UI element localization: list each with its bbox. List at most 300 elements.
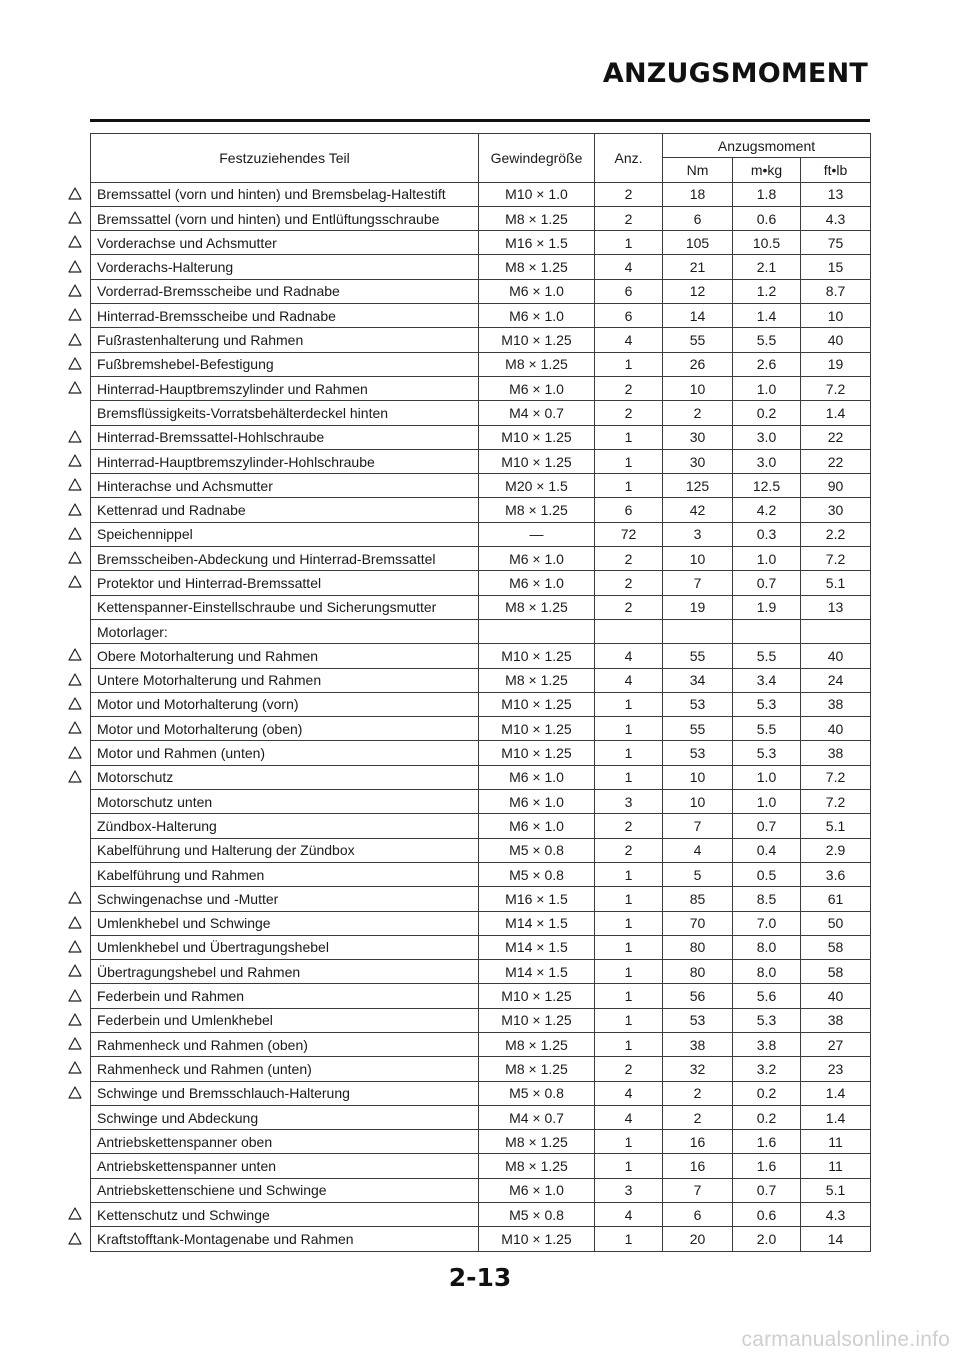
cell-nm: 105 [663, 231, 733, 255]
triangle-marker-icon [67, 551, 83, 565]
cell-thread-size: M6 × 1.0 [479, 547, 595, 571]
cell-nm: 85 [663, 887, 733, 911]
table-row [91, 814, 871, 838]
cell-mkg: 0.3 [733, 522, 801, 546]
triangle-marker-icon [67, 939, 83, 953]
table-row [91, 522, 871, 546]
cell-part: Fußbremshebel-Befestigung [91, 352, 479, 376]
cell-nm: 55 [663, 328, 733, 352]
table-row [91, 619, 871, 643]
table-row [91, 206, 871, 230]
cell-thread-size: M16 × 1.5 [479, 887, 595, 911]
cell-nm: 80 [663, 960, 733, 984]
torque-table-container [90, 133, 870, 1252]
table-body [91, 182, 871, 1251]
cell-quantity: 1 [595, 911, 663, 935]
cell-thread-size: M8 × 1.25 [479, 1057, 595, 1081]
cell-nm: 7 [663, 1178, 733, 1202]
cell-thread-size: M8 × 1.25 [479, 595, 595, 619]
table-row [91, 474, 871, 498]
torque-table [90, 133, 871, 1252]
cell-ftlb: 22 [801, 425, 871, 449]
cell-thread-size: M10 × 1.25 [479, 692, 595, 716]
cell-thread-size: M6 × 1.0 [479, 571, 595, 595]
table-row [91, 1130, 871, 1154]
cell-mkg: 0.7 [733, 1178, 801, 1202]
cell-part: Speichennippel [91, 522, 479, 546]
cell-thread-size: M5 × 0.8 [479, 862, 595, 886]
cell-mkg: 0.4 [733, 838, 801, 862]
cell-quantity: 1 [595, 887, 663, 911]
cell-nm: 14 [663, 304, 733, 328]
cell-mkg: 0.6 [733, 1203, 801, 1227]
table-row [91, 668, 871, 692]
cell-nm: 70 [663, 911, 733, 935]
cell-thread-size: M10 × 1.25 [479, 425, 595, 449]
table-row [91, 449, 871, 473]
cell-quantity: 4 [595, 1081, 663, 1105]
cell-nm: 12 [663, 279, 733, 303]
cell-part: Schwinge und Bremsschlauch-Halterung [91, 1081, 479, 1105]
cell-ftlb: 40 [801, 717, 871, 741]
cell-part: Antriebskettenspanner unten [91, 1154, 479, 1178]
cell-part: Schwingenachse und -Mutter [91, 887, 479, 911]
cell-nm: 2 [663, 1081, 733, 1105]
cell-nm: 34 [663, 668, 733, 692]
cell-quantity: 2 [595, 1057, 663, 1081]
cell-thread-size: M5 × 0.8 [479, 1203, 595, 1227]
page-number: 2-13 [448, 1263, 512, 1292]
cell-thread-size: M10 × 1.25 [479, 717, 595, 741]
cell-part: Motorlager: [91, 619, 479, 643]
cell-thread-size: M14 × 1.5 [479, 911, 595, 935]
cell-mkg: 1.9 [733, 595, 801, 619]
cell-quantity: 2 [595, 206, 663, 230]
cell-mkg: 2.1 [733, 255, 801, 279]
cell-thread-size: M8 × 1.25 [479, 1130, 595, 1154]
cell-mkg: 1.0 [733, 376, 801, 400]
cell-thread-size: M10 × 1.0 [479, 182, 595, 206]
cell-thread-size: M8 × 1.25 [479, 352, 595, 376]
cell-mkg: 8.0 [733, 935, 801, 959]
cell-part: Untere Motorhalterung und Rahmen [91, 668, 479, 692]
cell-nm: 16 [663, 1130, 733, 1154]
cell-ftlb: 2.2 [801, 522, 871, 546]
cell-ftlb: 40 [801, 984, 871, 1008]
cell-quantity: 6 [595, 498, 663, 522]
cell-ftlb: 7.2 [801, 765, 871, 789]
cell-nm: 6 [663, 206, 733, 230]
cell-nm: 20 [663, 1227, 733, 1251]
cell-mkg: 0.7 [733, 571, 801, 595]
cell-ftlb: 38 [801, 1008, 871, 1032]
table-row [91, 1105, 871, 1129]
cell-mkg: 0.2 [733, 1081, 801, 1105]
cell-ftlb: 13 [801, 595, 871, 619]
triangle-marker-icon [67, 1012, 83, 1026]
cell-ftlb: 90 [801, 474, 871, 498]
cell-quantity: 1 [595, 425, 663, 449]
table-row [91, 1203, 871, 1227]
table-row [91, 887, 871, 911]
cell-nm: 10 [663, 547, 733, 571]
cell-quantity: 3 [595, 1178, 663, 1202]
cell-part: Kettenschutz und Schwinge [91, 1203, 479, 1227]
cell-thread-size [479, 619, 595, 643]
cell-quantity: 1 [595, 984, 663, 1008]
cell-thread-size: M10 × 1.25 [479, 984, 595, 1008]
header-torque-group: Anzugsmoment [663, 134, 871, 158]
cell-mkg: 3.0 [733, 425, 801, 449]
cell-quantity: 2 [595, 838, 663, 862]
cell-nm: 38 [663, 1032, 733, 1056]
table-row [91, 717, 871, 741]
cell-thread-size: M4 × 0.7 [479, 401, 595, 425]
cell-thread-size: M8 × 1.25 [479, 498, 595, 522]
cell-ftlb: 38 [801, 741, 871, 765]
cell-ftlb: 7.2 [801, 790, 871, 814]
triangle-marker-icon [67, 672, 83, 686]
triangle-marker-icon [67, 696, 83, 710]
cell-mkg: 1.2 [733, 279, 801, 303]
cell-mkg: 0.5 [733, 862, 801, 886]
cell-part: Protektor und Hinterrad-Bremssattel [91, 571, 479, 595]
cell-quantity: 2 [595, 547, 663, 571]
header-nm: Nm [663, 158, 733, 182]
cell-thread-size: M8 × 1.25 [479, 668, 595, 692]
cell-quantity: 1 [595, 692, 663, 716]
triangle-marker-icon [67, 745, 83, 759]
cell-mkg: 1.8 [733, 182, 801, 206]
cell-quantity: 1 [595, 960, 663, 984]
triangle-marker-icon [67, 1231, 83, 1245]
cell-mkg: 0.6 [733, 206, 801, 230]
table-row [91, 401, 871, 425]
cell-quantity: 3 [595, 790, 663, 814]
cell-mkg: 3.2 [733, 1057, 801, 1081]
triangle-marker-icon [67, 1061, 83, 1075]
triangle-marker-icon [67, 721, 83, 735]
cell-nm: 2 [663, 401, 733, 425]
cell-mkg: 2.0 [733, 1227, 801, 1251]
cell-quantity: 2 [595, 182, 663, 206]
cell-ftlb: 1.4 [801, 1105, 871, 1129]
cell-ftlb: 11 [801, 1154, 871, 1178]
triangle-marker-icon [67, 988, 83, 1002]
cell-quantity: 1 [595, 862, 663, 886]
table-row [91, 765, 871, 789]
cell-mkg: 3.0 [733, 449, 801, 473]
cell-quantity: 4 [595, 668, 663, 692]
cell-quantity: 2 [595, 595, 663, 619]
cell-nm: 53 [663, 741, 733, 765]
triangle-marker-icon [67, 502, 83, 516]
triangle-marker-icon [67, 526, 83, 540]
table-row [91, 595, 871, 619]
cell-ftlb: 40 [801, 644, 871, 668]
cell-part: Rahmenheck und Rahmen (unten) [91, 1057, 479, 1081]
cell-mkg: 0.2 [733, 1105, 801, 1129]
cell-thread-size: M6 × 1.0 [479, 765, 595, 789]
cell-quantity: 4 [595, 1105, 663, 1129]
cell-thread-size: — [479, 522, 595, 546]
cell-mkg: 5.5 [733, 717, 801, 741]
cell-ftlb: 30 [801, 498, 871, 522]
cell-part: Antriebskettenschiene und Schwinge [91, 1178, 479, 1202]
cell-mkg: 8.5 [733, 887, 801, 911]
cell-ftlb: 10 [801, 304, 871, 328]
cell-mkg: 7.0 [733, 911, 801, 935]
cell-ftlb: 7.2 [801, 547, 871, 571]
cell-mkg: 1.6 [733, 1154, 801, 1178]
cell-quantity: 4 [595, 255, 663, 279]
cell-part: Übertragungshebel und Rahmen [91, 960, 479, 984]
cell-ftlb [801, 619, 871, 643]
cell-ftlb: 5.1 [801, 1178, 871, 1202]
cell-quantity: 72 [595, 522, 663, 546]
cell-thread-size: M10 × 1.25 [479, 449, 595, 473]
triangle-marker-icon [67, 211, 83, 225]
table-row [91, 547, 871, 571]
cell-quantity: 4 [595, 328, 663, 352]
cell-part: Kabelführung und Halterung der Zündbox [91, 838, 479, 862]
cell-part: Kettenspanner-Einstellschraube und Sicherungsmutter [91, 595, 479, 619]
table-row [91, 1057, 871, 1081]
cell-mkg: 5.3 [733, 692, 801, 716]
triangle-marker-icon [67, 1085, 83, 1099]
header-part: Festzuziehendes Teil [91, 134, 479, 183]
cell-nm: 125 [663, 474, 733, 498]
cell-mkg: 5.6 [733, 984, 801, 1008]
title-divider [90, 119, 870, 122]
cell-mkg: 1.4 [733, 304, 801, 328]
table-row [91, 1154, 871, 1178]
cell-nm: 80 [663, 935, 733, 959]
header-quantity: Anz. [595, 134, 663, 183]
cell-quantity: 2 [595, 376, 663, 400]
triangle-marker-icon [67, 235, 83, 249]
cell-nm: 21 [663, 255, 733, 279]
cell-mkg: 5.3 [733, 1008, 801, 1032]
cell-thread-size: M10 × 1.25 [479, 1227, 595, 1251]
cell-part: Obere Motorhalterung und Rahmen [91, 644, 479, 668]
cell-mkg: 1.0 [733, 547, 801, 571]
table-row [91, 911, 871, 935]
cell-ftlb: 38 [801, 692, 871, 716]
cell-part: Hinterrad-Bremssattel-Hohlschraube [91, 425, 479, 449]
table-row [91, 644, 871, 668]
cell-quantity: 2 [595, 814, 663, 838]
cell-quantity: 1 [595, 765, 663, 789]
triangle-marker-icon [67, 283, 83, 297]
cell-ftlb: 58 [801, 935, 871, 959]
cell-ftlb: 61 [801, 887, 871, 911]
cell-ftlb: 23 [801, 1057, 871, 1081]
cell-ftlb: 4.3 [801, 206, 871, 230]
cell-thread-size: M8 × 1.25 [479, 255, 595, 279]
cell-part: Hinterrad-Hauptbremszylinder und Rahmen [91, 376, 479, 400]
cell-thread-size: M8 × 1.25 [479, 206, 595, 230]
cell-nm: 32 [663, 1057, 733, 1081]
cell-quantity: 1 [595, 1008, 663, 1032]
cell-part: Motor und Motorhalterung (oben) [91, 717, 479, 741]
cell-part: Bremssattel (vorn und hinten) und Bremsbelag-Haltestift [91, 182, 479, 206]
cell-mkg: 0.2 [733, 401, 801, 425]
table-header [91, 134, 871, 183]
table-row [91, 1081, 871, 1105]
triangle-marker-icon [67, 915, 83, 929]
cell-part: Fußrastenhalterung und Rahmen [91, 328, 479, 352]
cell-nm: 6 [663, 1203, 733, 1227]
cell-nm: 5 [663, 862, 733, 886]
cell-mkg: 10.5 [733, 231, 801, 255]
cell-ftlb: 13 [801, 182, 871, 206]
table-row [91, 1227, 871, 1251]
cell-quantity: 2 [595, 571, 663, 595]
triangle-marker-icon [67, 429, 83, 443]
cell-ftlb: 50 [801, 911, 871, 935]
cell-mkg: 3.8 [733, 1032, 801, 1056]
cell-ftlb: 1.4 [801, 401, 871, 425]
triangle-marker-icon [67, 1037, 83, 1051]
triangle-marker-icon [67, 381, 83, 395]
cell-nm: 7 [663, 571, 733, 595]
cell-part: Federbein und Umlenkhebel [91, 1008, 479, 1032]
header-mkg: m•kg [733, 158, 801, 182]
triangle-marker-icon [67, 964, 83, 978]
cell-part: Kraftstofftank-Montagenabe und Rahmen [91, 1227, 479, 1251]
cell-quantity: 1 [595, 717, 663, 741]
triangle-marker-icon [67, 356, 83, 370]
cell-quantity: 1 [595, 231, 663, 255]
cell-mkg: 12.5 [733, 474, 801, 498]
table-row [91, 862, 871, 886]
cell-part: Kettenrad und Radnabe [91, 498, 479, 522]
cell-part: Hinterachse und Achsmutter [91, 474, 479, 498]
cell-quantity: 4 [595, 644, 663, 668]
header-thread-size: Gewindegröße [479, 134, 595, 183]
table-row [91, 376, 871, 400]
cell-thread-size: M14 × 1.5 [479, 960, 595, 984]
cell-ftlb: 27 [801, 1032, 871, 1056]
cell-part: Hinterrad-Hauptbremszylinder-Hohlschraube [91, 449, 479, 473]
cell-thread-size: M6 × 1.0 [479, 279, 595, 303]
cell-ftlb: 19 [801, 352, 871, 376]
cell-thread-size: M5 × 0.8 [479, 1081, 595, 1105]
table-row [91, 328, 871, 352]
cell-part: Umlenkhebel und Schwinge [91, 911, 479, 935]
cell-nm: 42 [663, 498, 733, 522]
cell-quantity: 1 [595, 1154, 663, 1178]
cell-quantity: 1 [595, 449, 663, 473]
triangle-marker-icon [67, 891, 83, 905]
table-row [91, 231, 871, 255]
cell-mkg: 0.7 [733, 814, 801, 838]
cell-nm: 56 [663, 984, 733, 1008]
table-row [91, 279, 871, 303]
cell-nm: 10 [663, 765, 733, 789]
triangle-marker-icon [67, 648, 83, 662]
cell-nm: 55 [663, 644, 733, 668]
cell-part: Antriebskettenspanner oben [91, 1130, 479, 1154]
cell-part: Motor und Motorhalterung (vorn) [91, 692, 479, 716]
cell-nm: 55 [663, 717, 733, 741]
cell-part: Vorderachse und Achsmutter [91, 231, 479, 255]
cell-quantity: 1 [595, 352, 663, 376]
cell-quantity [595, 619, 663, 643]
table-row [91, 255, 871, 279]
cell-ftlb: 5.1 [801, 814, 871, 838]
cell-thread-size: M4 × 0.7 [479, 1105, 595, 1129]
cell-nm: 53 [663, 1008, 733, 1032]
table-row [91, 790, 871, 814]
cell-quantity: 1 [595, 1130, 663, 1154]
cell-part: Schwinge und Abdeckung [91, 1105, 479, 1129]
cell-nm: 18 [663, 182, 733, 206]
cell-quantity: 6 [595, 279, 663, 303]
cell-part: Kabelführung und Rahmen [91, 862, 479, 886]
table-row [91, 498, 871, 522]
header-ftlb: ft•lb [801, 158, 871, 182]
cell-part: Bremsscheiben-Abdeckung und Hinterrad-Bremssattel [91, 547, 479, 571]
cell-thread-size: M10 × 1.25 [479, 1008, 595, 1032]
table-row [91, 425, 871, 449]
cell-part: Bremsflüssigkeits-Vorratsbehälterdeckel hinten [91, 401, 479, 425]
cell-part: Federbein und Rahmen [91, 984, 479, 1008]
cell-quantity: 1 [595, 935, 663, 959]
cell-part: Hinterrad-Bremsscheibe und Radnabe [91, 304, 479, 328]
cell-mkg: 1.0 [733, 790, 801, 814]
cell-ftlb: 75 [801, 231, 871, 255]
cell-quantity: 2 [595, 401, 663, 425]
cell-ftlb: 22 [801, 449, 871, 473]
cell-thread-size: M8 × 1.25 [479, 1032, 595, 1056]
cell-ftlb: 11 [801, 1130, 871, 1154]
cell-ftlb: 8.7 [801, 279, 871, 303]
cell-ftlb: 1.4 [801, 1081, 871, 1105]
cell-ftlb: 15 [801, 255, 871, 279]
cell-ftlb: 58 [801, 960, 871, 984]
table-row [91, 935, 871, 959]
cell-thread-size: M6 × 1.0 [479, 1178, 595, 1202]
cell-mkg: 8.0 [733, 960, 801, 984]
table-row [91, 692, 871, 716]
cell-part: Motorschutz [91, 765, 479, 789]
cell-mkg: 5.3 [733, 741, 801, 765]
cell-thread-size: M10 × 1.25 [479, 644, 595, 668]
cell-thread-size: M16 × 1.5 [479, 231, 595, 255]
cell-nm: 2 [663, 1105, 733, 1129]
cell-thread-size: M10 × 1.25 [479, 328, 595, 352]
cell-thread-size: M6 × 1.0 [479, 790, 595, 814]
table-row [91, 304, 871, 328]
cell-quantity: 1 [595, 1032, 663, 1056]
table-row [91, 352, 871, 376]
cell-mkg [733, 619, 801, 643]
table-row [91, 1178, 871, 1202]
triangle-marker-icon [67, 186, 83, 200]
cell-nm: 10 [663, 790, 733, 814]
cell-ftlb: 2.9 [801, 838, 871, 862]
cell-mkg: 5.5 [733, 328, 801, 352]
cell-ftlb: 14 [801, 1227, 871, 1251]
table-row [91, 741, 871, 765]
cell-nm: 53 [663, 692, 733, 716]
cell-part: Motorschutz unten [91, 790, 479, 814]
cell-mkg: 2.6 [733, 352, 801, 376]
triangle-marker-icon [67, 454, 83, 468]
table-row [91, 838, 871, 862]
